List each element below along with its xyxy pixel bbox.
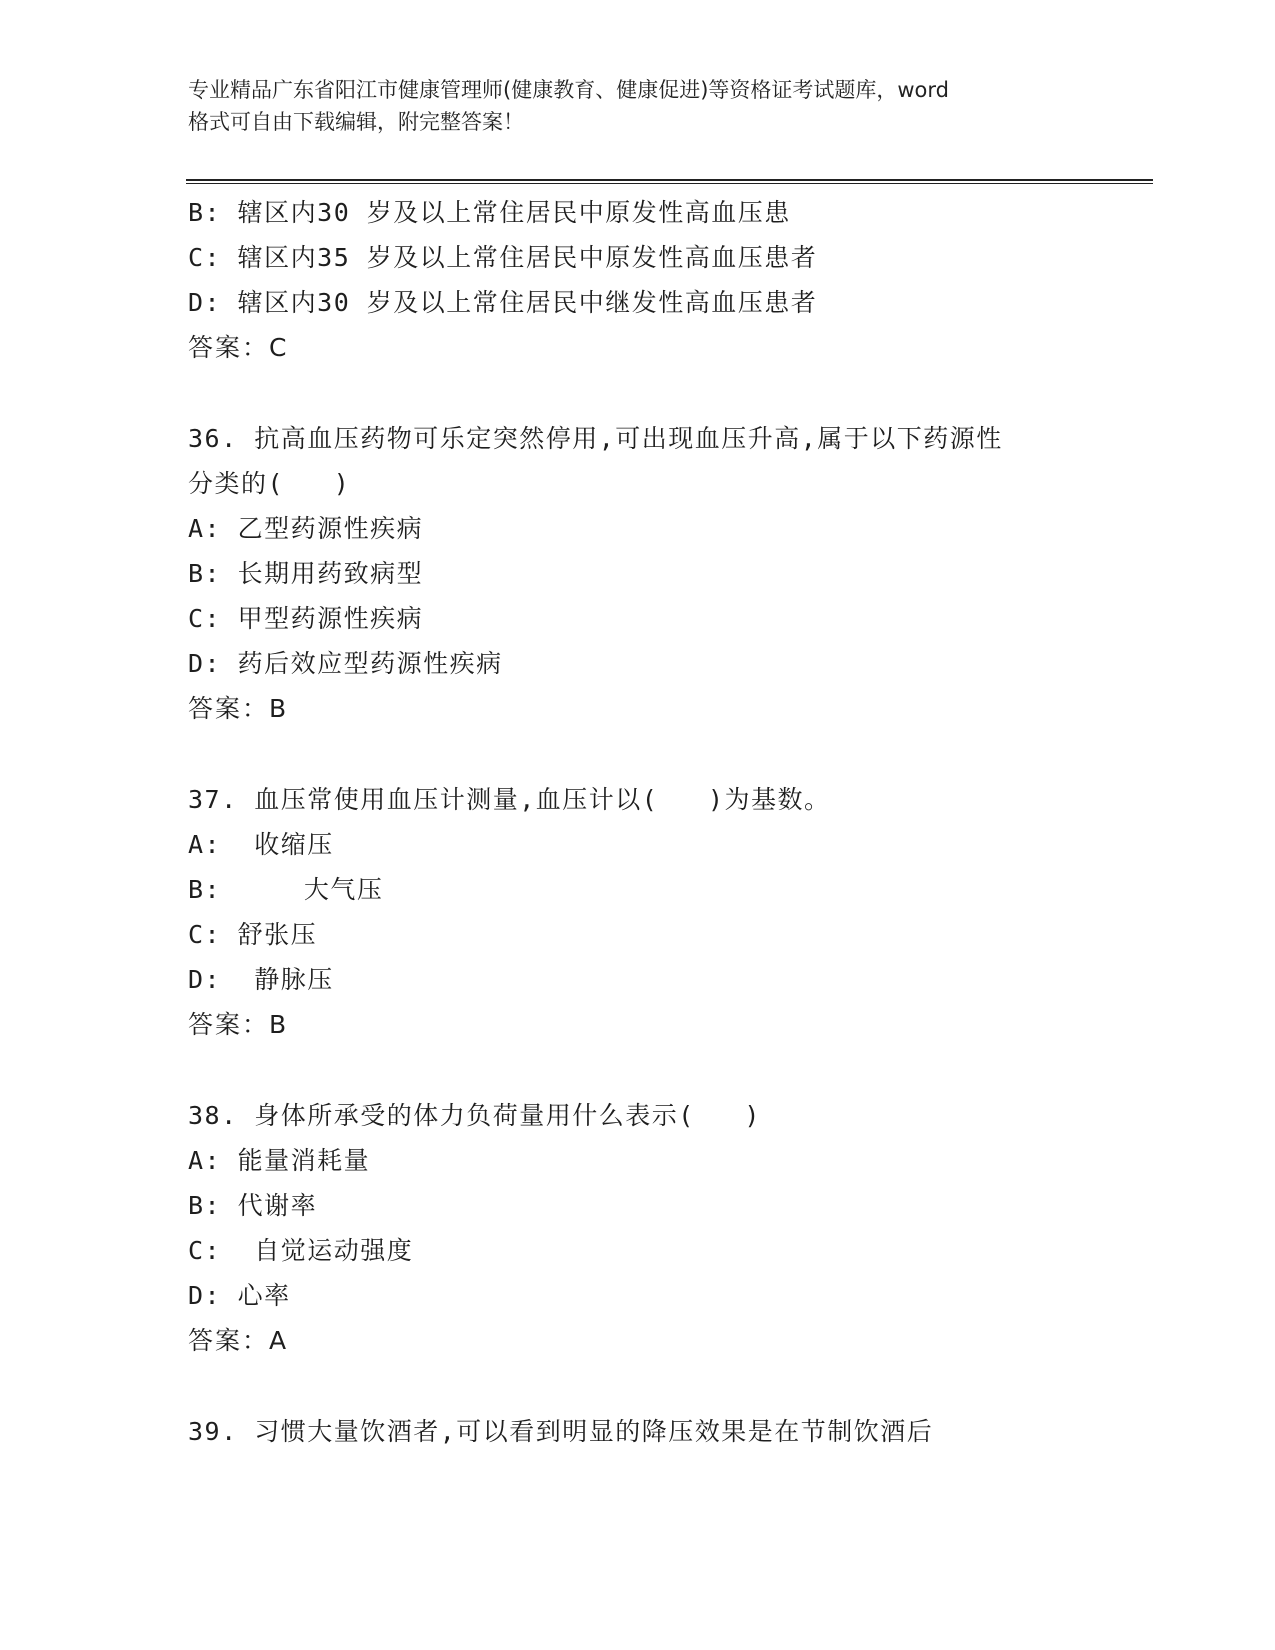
- option-d: D: 辖区内30 岁及以上常住居民中继发性高血压患者: [188, 288, 818, 317]
- option-a: A: 乙型药源性疾病: [188, 514, 424, 543]
- header-line-2: 格式可自由下载编辑，附完整答案！: [188, 110, 524, 134]
- answer: 答案：A: [188, 1326, 289, 1355]
- option-b: B: 大气压: [188, 875, 384, 904]
- option-b: B: 代谢率: [188, 1191, 318, 1220]
- question-37: [188, 777, 1148, 1047]
- option-b: B: 长期用药致病型: [188, 559, 424, 588]
- header-line-1: 专业精品广东省阳江市健康管理师(健康教育、健康促进)等资格证考试题库，word: [188, 78, 950, 102]
- header-divider: [186, 179, 1153, 181]
- question-38: [188, 1093, 1148, 1363]
- document-header: [188, 74, 1118, 138]
- option-c: C: 辖区内35 岁及以上常住居民中原发性高血压患者: [188, 243, 818, 272]
- option-d: D: 静脉压: [188, 965, 334, 994]
- question-35-continued: [188, 190, 1148, 370]
- option-a: A: 收缩压: [188, 830, 334, 859]
- document-body: [188, 190, 1148, 1454]
- answer: 答案：C: [188, 333, 289, 362]
- question-36: [188, 416, 1148, 731]
- header-divider-thin: [186, 183, 1153, 184]
- option-d: D: 心率: [188, 1281, 291, 1310]
- option-c: C: 自觉运动强度: [188, 1236, 414, 1265]
- question-text: 37. 血压常使用血压计测量,血压计以( )为基数。: [188, 785, 831, 814]
- question-text: 38. 身体所承受的体力负荷量用什么表示( ): [188, 1101, 761, 1130]
- question-text: 39. 习惯大量饮酒者,可以看到明显的降压效果是在节制饮酒后: [188, 1417, 934, 1446]
- option-a: A: 能量消耗量: [188, 1146, 371, 1175]
- option-c: C: 舒张压: [188, 920, 318, 949]
- question-39: [188, 1409, 1148, 1454]
- answer: 答案：B: [188, 694, 289, 723]
- option-c: C: 甲型药源性疾病: [188, 604, 424, 633]
- answer: 答案：B: [188, 1010, 289, 1039]
- option-b: B: 辖区内30 岁及以上常住居民中原发性高血压患: [188, 198, 791, 227]
- question-text: 36. 抗高血压药物可乐定突然停用,可出现血压升高,属于以下药源性: [188, 424, 1003, 453]
- question-text-cont: 分类的( ): [188, 469, 351, 498]
- option-d: D: 药后效应型药源性疾病: [188, 649, 503, 678]
